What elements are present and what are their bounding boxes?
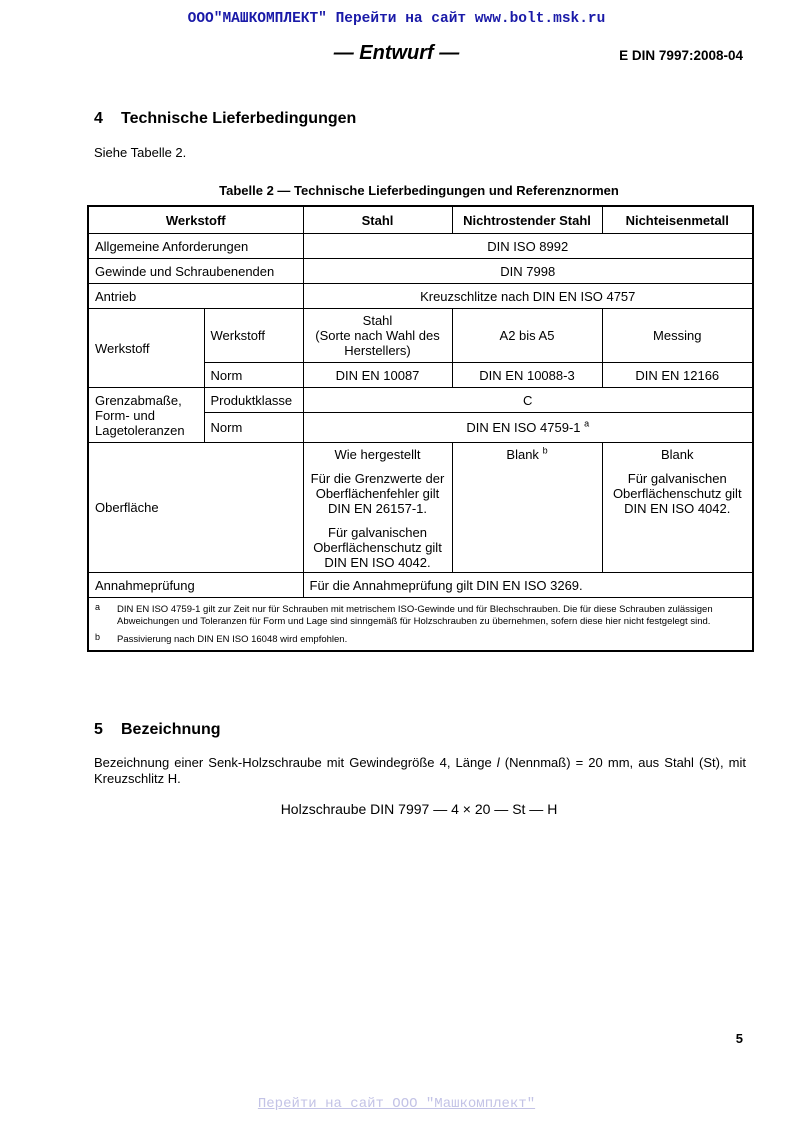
section-title: Bezeichnung (121, 721, 221, 738)
header-nonferrous: Nichteisenmetall (602, 206, 753, 234)
table-footnotes (88, 598, 753, 652)
footnote-text: DIN EN ISO 4759-1 gilt zur Zeit nur für Schrauben mit metrischem ISO-Gewinde und für Blechschrauben. Die für diese Schrauben zulässigen Abweichungen und Toleranzen für Form und Lage sind sinngemäß für Holzschrauben zu übernehmen, sofern diese hier nicht festgelegt sind. (117, 604, 713, 627)
stainless-surface-finish: Blank (506, 447, 539, 462)
row-label: Annahmeprüfung (88, 573, 303, 598)
table-row (88, 388, 753, 413)
steel-name: Stahl (362, 313, 393, 328)
table-row (88, 234, 753, 259)
page-number: 5 (735, 1031, 743, 1046)
table-header-row (88, 206, 753, 234)
site-link[interactable]: ООО"МАШКОМПЛЕКТ" Перейти на сайт www.bolt.msk.ru (187, 11, 606, 27)
table-row (88, 259, 753, 284)
row-value: DIN ISO 8992 (303, 234, 753, 259)
designation-text: Bezeichnung einer Senk-Holzschraube mit Gewindegröße 4, Länge (94, 755, 497, 770)
row-label: Grenzabmaße, Form- und Lagetoleranzen (88, 388, 204, 443)
cell-steel-surface (303, 443, 452, 573)
table-row (88, 284, 753, 309)
specification-table (87, 205, 754, 652)
row-value: Kreuzschlitze nach DIN EN ISO 4757 (303, 284, 753, 309)
row-sublabel: Werkstoff (204, 309, 303, 363)
footnote-mark: a (95, 602, 101, 612)
section-5-heading (94, 721, 221, 739)
row-value: Für die Annahmeprüfung gilt DIN EN ISO 3269. (303, 573, 753, 598)
table-caption: Tabelle 2 — Technische Lieferbedingungen und Referenznormen (219, 183, 619, 198)
steel-surface-coating: Für galvanischen Oberflächenschutz gilt DIN EN ISO 4042. (313, 525, 442, 570)
cell-tolerance-norm (303, 413, 753, 443)
nonferrous-surface-finish: Blank (660, 447, 694, 462)
draft-label: — Entwurf — (333, 42, 460, 64)
section-number: 4 (94, 110, 103, 127)
section-title: Technische Lieferbedingungen (121, 110, 357, 127)
designation-example: Holzschraube DIN 7997 — 4 × 20 — St — H (280, 801, 558, 817)
footnote-row (88, 598, 753, 652)
footnote-mark: b (95, 632, 101, 642)
bottom-site-link[interactable]: Перейти на сайт ООО "Машкомплект" (257, 1096, 536, 1112)
row-label: Gewinde und Schraubenenden (88, 259, 303, 284)
row-label: Antrieb (88, 284, 303, 309)
length-symbol: l (496, 755, 500, 770)
steel-surface-defects: Für die Grenzwerte der Oberflächenfehler gilt DIN EN 26157-1. (310, 471, 445, 516)
designation-text-cont: (Nennmaß) = 20 mm, aus Stahl (St), mit Kreuzschlitz H. (94, 755, 746, 786)
cell-nonferrous-surface (602, 443, 753, 573)
table-row (88, 573, 753, 598)
tolerance-norm-text: DIN EN ISO 4759-1 (466, 420, 581, 435)
table-row (88, 309, 753, 363)
cell-stainless-norm: DIN EN 10088-3 (452, 363, 602, 388)
row-sublabel: Norm (204, 413, 303, 443)
section-4-heading (94, 110, 356, 128)
row-sublabel: Produktklasse (204, 388, 303, 413)
row-label: Allgemeine Anforderungen (88, 234, 303, 259)
section-5-text (94, 755, 746, 787)
row-value: DIN 7998 (303, 259, 753, 284)
header-steel: Stahl (303, 206, 452, 234)
row-sublabel: Norm (204, 363, 303, 388)
footnote-ref-a: a (584, 418, 590, 429)
cell-stainless-surface (452, 443, 602, 573)
cell-nonferrous-norm: DIN EN 12166 (602, 363, 753, 388)
steel-grade-note: (Sorte nach Wahl des Herstellers) (315, 328, 440, 358)
steel-surface-finish: Wie hergestellt (334, 447, 421, 462)
document-id: E DIN 7997:2008-04 (619, 48, 743, 63)
row-label: Oberfläche (88, 443, 303, 573)
row-label: Werkstoff (88, 309, 204, 388)
section-4-intro: Siehe Tabelle 2. (94, 145, 187, 160)
cell-nonferrous-material: Messing (602, 309, 753, 363)
header-stainless: Nichtrostender Stahl (452, 206, 602, 234)
header-material: Werkstoff (88, 206, 303, 234)
footnote-text: Passivierung nach DIN EN ISO 16048 wird empfohlen. (117, 634, 348, 645)
nonferrous-surface-coating: Für galvanischen Oberflächenschutz gilt DIN EN ISO 4042. (612, 471, 742, 516)
footnote-a (95, 604, 746, 628)
footnote-b (95, 634, 746, 646)
cell-stainless-material: A2 bis A5 (452, 309, 602, 363)
cell-steel-norm: DIN EN 10087 (303, 363, 452, 388)
cell-steel-material (303, 309, 452, 363)
footnote-ref-b: b (542, 445, 548, 456)
section-number: 5 (94, 721, 103, 738)
cell-product-class: C (303, 388, 753, 413)
table-row (88, 443, 753, 573)
